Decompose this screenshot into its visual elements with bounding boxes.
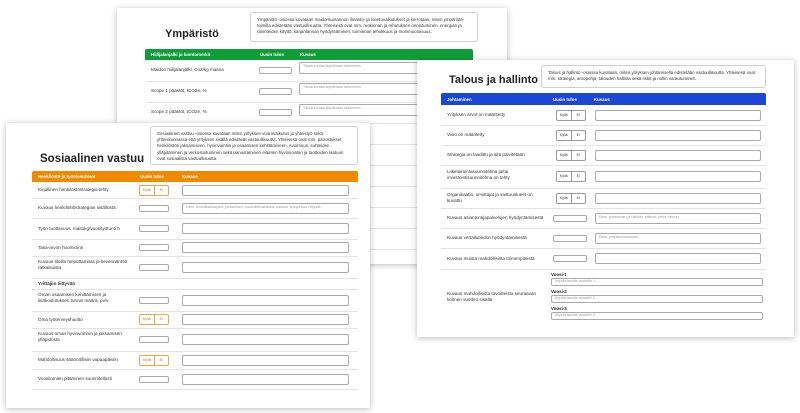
social-description: Sosiaalinen vastuu -osiossa kuvataan miten yrityksen vuorovaikutus ja yhteistyö sekä yhteiskunnassa että yrityksen sisällä edistävät vastuullisuutta. Yhteisesä ovat mm. panostukset henkilöstön jaksamiseen, hyvinvointiin ja osaamisen kehittämiseen. Avoimuus, suhteiden ylläpitäminen ja verkostoituminen sekä panostaminen eläinten hyvinvointiin ja tuotteiden laatuun ovat sosiaalista vastuullisuutta. — [150, 126, 358, 165]
table-row — [32, 351, 358, 370]
table-row — [32, 328, 358, 352]
env-header-col3: Kuvaus — [300, 52, 316, 57]
social-sheet — [6, 123, 370, 408]
year-goal-input[interactable] — [551, 312, 763, 320]
description-input[interactable] — [595, 233, 761, 244]
row-label: Oma työterveyshuolto — [38, 316, 83, 322]
description-placeholder: Esim. johtaminen ja hallinto, eläimet, pelto, talous) — [599, 214, 679, 219]
row-label: Visio on määritelty — [447, 132, 485, 137]
table-row — [32, 218, 358, 240]
yes-option[interactable]: Kyllä — [559, 152, 568, 157]
result-input[interactable] — [553, 235, 587, 242]
no-option[interactable]: Ei — [154, 315, 169, 324]
description-placeholder: Esim. henkilöstötarpeet, johtaminen, suunnitelmallisuus, vastuut, työnjohtoon liittyvät — [186, 204, 321, 209]
row-label: Kuvaus muista mahdollisista toimenpiteistä — [447, 255, 535, 261]
yes-no-toggle[interactable] — [556, 150, 586, 161]
description-input[interactable] — [595, 213, 761, 224]
yes-no-toggle[interactable] — [556, 110, 586, 121]
no-option[interactable]: Ei — [571, 131, 586, 140]
description-input[interactable] — [182, 223, 349, 234]
row-label: Yrityksen arvot on määritetty — [447, 112, 506, 117]
yes-option[interactable]: Kyllä — [142, 357, 151, 362]
table-row — [32, 182, 358, 199]
year-label: Vuosi-1 — [551, 272, 567, 277]
no-option[interactable]: Ei — [571, 194, 586, 203]
row-label: Mahdollisuus säännöllisiin vapaapäiviin — [38, 357, 118, 362]
no-option[interactable]: Ei — [154, 356, 169, 365]
row-label: Tasa-arvon huomiointi — [38, 244, 83, 250]
table-row — [441, 145, 766, 166]
environment-title: Ympäristö — [165, 28, 219, 40]
result-input[interactable] — [139, 244, 169, 251]
yes-option[interactable]: Kyllä — [559, 174, 568, 178]
table-row — [32, 256, 358, 279]
table-row — [32, 369, 358, 390]
social-header-col2: Uusin tulos — [140, 174, 164, 179]
result-input[interactable] — [139, 205, 169, 212]
result-input[interactable] — [553, 215, 587, 222]
yes-no-toggle[interactable] — [556, 130, 586, 141]
yes-no-toggle[interactable] — [556, 171, 586, 182]
description-placeholder: Tässä kohtaa kirjoitetaan tarkemmin — [303, 85, 361, 89]
description-input[interactable] — [595, 110, 761, 121]
description-input[interactable] — [182, 334, 349, 345]
row-label: Scope 2 päästöt, tCO2e, % — [151, 109, 207, 114]
gov-header-col1: Johtaminen — [447, 96, 472, 102]
description-placeholder: Tässä kohtaa kirjoitetaan tarkemmin — [303, 64, 361, 68]
description-input[interactable] — [595, 130, 761, 141]
yes-option[interactable]: Kyllä — [142, 317, 151, 321]
description-input[interactable] — [182, 242, 349, 253]
table-row — [32, 198, 358, 219]
year-goal-placeholder: Kirjoita tavoite vuodelle 3... — [555, 313, 598, 317]
description-placeholder: Esim. yhteistyöverkostot — [599, 234, 638, 239]
description-input[interactable] — [595, 150, 761, 161]
year-goal-input[interactable] — [551, 295, 763, 303]
table-row — [32, 289, 358, 312]
no-option[interactable]: Ei — [571, 172, 586, 181]
table-row — [441, 125, 766, 146]
description-input[interactable] — [182, 295, 349, 306]
gov-header-col3: Kuvaus — [594, 96, 610, 102]
table-row — [441, 165, 766, 189]
table-row — [441, 248, 766, 270]
year-goal-placeholder: Kirjoita tavoite vuodelle 1... — [555, 279, 598, 283]
row-label: Organisaatio, omistajat ja vastuualueet on kuvattu — [447, 192, 533, 203]
table-row — [32, 311, 358, 329]
social-header-col3: Kuvaus — [182, 174, 198, 179]
row-label: Kirjallinen henkilöstöstrategia tehty — [38, 187, 109, 192]
gov-header-col2: Uusin tulos — [553, 96, 577, 102]
yes-no-toggle[interactable] — [139, 314, 169, 325]
table-row — [441, 228, 766, 249]
no-option[interactable]: Ei — [154, 186, 169, 195]
row-label: Strategia on laadittu ja sitä päivitetään — [447, 152, 525, 157]
row-label: Kuvaus oman hyvinvoinnin ja jaksamisen ylläpidosta — [38, 331, 122, 342]
table-row — [441, 188, 766, 209]
env-header-col1: Hiilijalanjälki ja luontomerkit — [151, 52, 211, 57]
result-input[interactable] — [139, 264, 169, 271]
governance-title: Talous ja hallinto — [449, 74, 539, 86]
row-label: Kuvaus vertailutiedon hyödyntämisestä — [447, 235, 527, 240]
year-label: Vuosi-2 — [551, 289, 567, 294]
table-row — [441, 208, 766, 229]
description-placeholder: Tässä kohtaa kirjoitetaan tarkemmin — [303, 106, 361, 110]
year-label: Vuosi-3 — [551, 306, 567, 311]
yes-option[interactable]: Kyllä — [142, 187, 151, 192]
result-input[interactable] — [139, 376, 169, 383]
social-rows — [32, 182, 358, 408]
row-label: Liiketoimintasuunnitelma ja/tai investointisuunnitelma on tehty — [447, 169, 510, 180]
year-goal-input[interactable] — [551, 278, 763, 286]
result-input[interactable] — [139, 225, 169, 232]
governance-rows — [441, 105, 766, 335]
row-label: Kuvaus tiloilla helpottamista ja kevennäntöä ratkaisuista — [38, 259, 128, 270]
environment-description: Ympäristö -osiossa kuvataan maidontuotannon ilmasto- ja luontovaikutukset ja kerrotaan, miten ympäristö-toimilla edistetään vastuullisuutta. Yhteisesä ovat mm. ruokinnan ja rehutuksen onnistuminen, energian ja ravinteiden käyttö, karjanlannan hyödyntäminen, toiminnan tehokkuus ja monimuotoisuus. — [250, 12, 478, 42]
yes-no-toggle[interactable] — [139, 185, 169, 196]
yes-option[interactable]: Kyllä — [559, 112, 568, 117]
row-label: Yrittäjiin liittyvää — [38, 280, 75, 286]
governance-sheet — [417, 60, 794, 337]
result-input[interactable] — [139, 297, 169, 304]
no-option[interactable]: Ei — [571, 151, 586, 160]
social-table-header — [32, 171, 358, 182]
yes-no-toggle[interactable] — [139, 355, 169, 366]
result-input[interactable] — [259, 67, 292, 74]
description-input[interactable] — [182, 314, 349, 325]
environment-table-header — [145, 49, 473, 60]
description-input[interactable] — [182, 374, 349, 385]
row-label: Scope 1 päästöt, tCO2e, % — [151, 88, 207, 93]
row-label: Vuosilomien pitäminen suunnitellusti — [38, 376, 112, 381]
social-header-col1: Henkilöstö ja työolosuhteet — [38, 174, 96, 179]
governance-table-header — [441, 93, 766, 105]
governance-description: Talous ja hallinto -osiossa kuvataan, miten yrityksen johtamisella edistetään vastuullisuutta. Yhteisesä ovat mm. strategia, arvopohja, talouden hallinta sekä riskit ja niihin varautuminen. — [541, 65, 766, 88]
result-input[interactable] — [139, 336, 169, 343]
table-row — [441, 105, 766, 126]
result-input[interactable] — [259, 109, 292, 116]
yes-option[interactable]: Kyllä — [559, 132, 568, 137]
env-header-col2: Uusin tulos — [260, 52, 284, 57]
result-input[interactable] — [553, 255, 587, 262]
description-input[interactable] — [595, 171, 761, 182]
year-goal-placeholder: Kirjoita tavoite vuodelle 2... — [555, 296, 598, 300]
row-label: Oman osaamisen kehittäminen ja lisäkoulutuksen tunnin määrä, pv/v — [38, 292, 109, 303]
row-label: Kuvaus asiantuntijapalvelujen hyödyntämisestä — [447, 215, 544, 220]
result-input[interactable] — [259, 88, 292, 95]
row-label: Työn tuottavuus, maitokg/vuosityötunti h — [38, 225, 120, 231]
description-input[interactable] — [595, 193, 761, 204]
row-label: Maidon hiilijalanjälki, Co2/kg maitoa — [151, 67, 224, 72]
description-input[interactable] — [182, 203, 349, 214]
yes-option[interactable]: Kyllä — [559, 195, 568, 200]
yes-no-toggle[interactable] — [556, 193, 586, 204]
social-title: Sosiaalinen vastuu — [40, 153, 145, 165]
table-row — [32, 239, 358, 257]
no-option[interactable]: Ei — [571, 111, 586, 120]
goals-row — [441, 269, 766, 329]
description-input[interactable] — [182, 185, 349, 196]
description-input[interactable] — [182, 355, 349, 366]
goals-label: Kuvaus mahdollisista tavoitteista seuraavan kolmen vuoden sisällä — [447, 291, 537, 302]
row-label: Kuvaus henkilöstöstrategian sisällöstä — [38, 205, 116, 210]
description-input[interactable] — [595, 253, 761, 264]
description-input[interactable] — [182, 262, 349, 273]
